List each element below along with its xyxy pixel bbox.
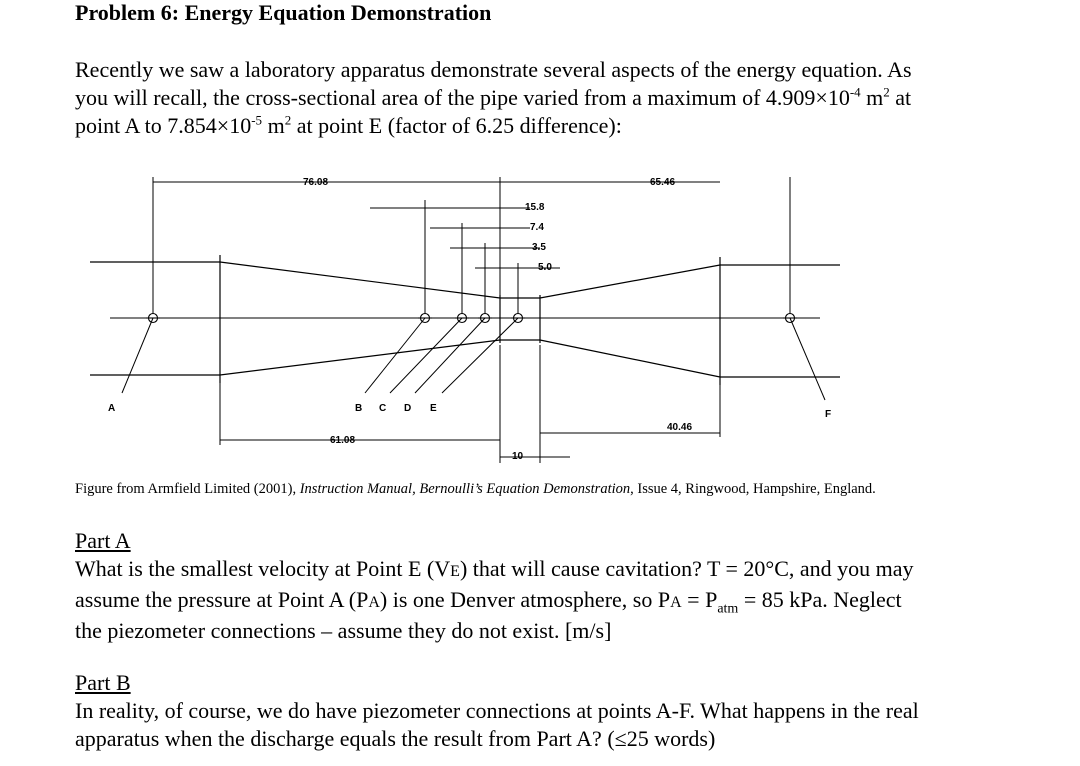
dim-7-4: 7.4	[530, 222, 544, 233]
part-a-question	[75, 555, 1050, 645]
dim-5-0: 5.0	[538, 262, 552, 273]
point-label-d: D	[404, 403, 412, 414]
intro-paragraph	[75, 56, 1035, 140]
dim-15-8: 15.8	[525, 202, 545, 213]
dim-3-5: 3.5	[532, 242, 546, 253]
point-label-c: C	[379, 403, 387, 414]
dim-40-46: 40.46	[667, 422, 693, 433]
point-label-b: B	[355, 403, 363, 414]
venturi-diagram	[80, 165, 860, 470]
problem-title: Problem 6: Energy Equation Demonstration	[75, 0, 492, 25]
part-b-line-2: apparatus when the discharge equals the result from Part A? (≤25 words)	[75, 726, 716, 751]
intro-line-1: Recently we saw a laboratory apparatus demonstrate several aspects of the energy equation. As	[75, 57, 912, 82]
part-a-line-2: assume the pressure at Point A (PA) is one Denver atmosphere, so PA = $P_{atm} = 85$ kPa. Neglect	[75, 587, 902, 617]
figure-caption: Figure from Armfield Limited (2001), Instruction Manual, Bernoulli’s Equation Demonstration, Issue 4, Ringwood, Hampshire, England.	[75, 481, 876, 497]
part-b-question	[75, 697, 1050, 753]
dim-10: 10	[512, 451, 524, 462]
point-label-e: E	[430, 403, 437, 414]
part-a-heading: Part A	[75, 528, 131, 553]
point-label-f: F	[825, 409, 832, 420]
part-a-line-3: the piezometer connections – assume they do not exist. [m/s]	[75, 618, 612, 643]
dim-65-46: 65.46	[650, 177, 676, 188]
dim-76-08: 76.08	[303, 177, 329, 188]
part-b-line-1: In reality, of course, we do have piezometer connections at points A-F. What happens in the real	[75, 698, 919, 723]
intro-line-2: you will recall, the cross-sectional area of the pipe varied from a maximum of $4.909\times 10^{-4}$ $m^2$ at	[75, 84, 912, 110]
intro-line-3: point A to $7.854\times 10^{-5}$ $m^2$ at point E (factor of 6.25 difference):	[75, 112, 622, 138]
part-a-line-1: What is the smallest velocity at Point E (VE) that will cause cavitation? T = 20°C, and you may	[75, 556, 914, 581]
point-label-a: A	[108, 403, 116, 414]
dimension-lines	[153, 177, 790, 463]
part-b-heading: Part B	[75, 670, 131, 695]
dim-61-08: 61.08	[330, 435, 356, 446]
